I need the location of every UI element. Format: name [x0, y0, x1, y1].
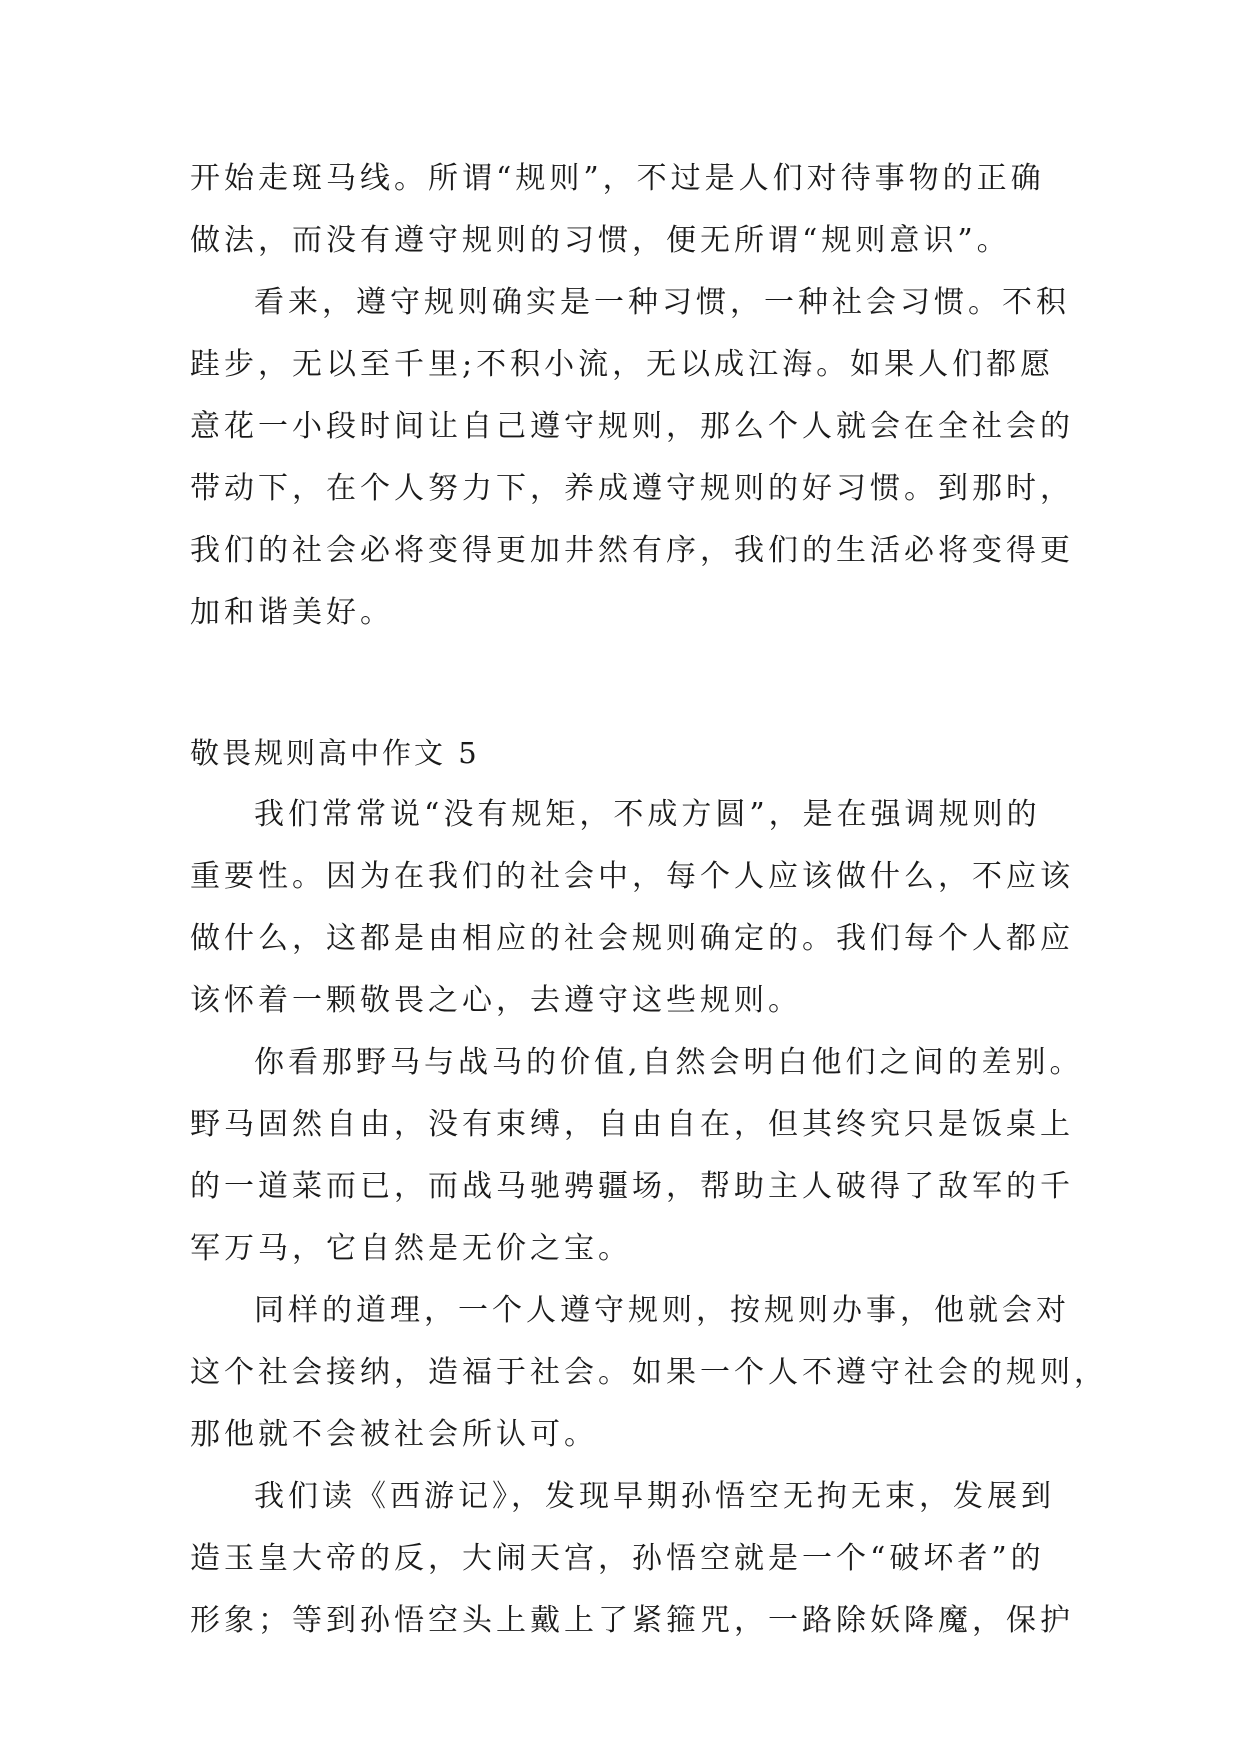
text-line: 加和谐美好。	[190, 595, 394, 630]
text-line: 看来，遵守规则确实是一种习惯，一种社会习惯。不积	[254, 285, 1070, 320]
text-line: 带动下，在个人努力下，养成遵守规则的好习惯。到那时，	[190, 471, 1074, 506]
text-line: 重要性。因为在我们的社会中，每个人应该做什么，不应该	[190, 859, 1074, 894]
text-line: 你看那野马与战马的价值,自然会明白他们之间的差别。	[254, 1045, 1084, 1080]
text-line: 做法，而没有遵守规则的习惯，便无所谓“规则意识”。	[190, 223, 1011, 258]
text-line: 这个社会接纳，造福于社会。如果一个人不遵守社会的规则，	[190, 1355, 1108, 1390]
text-line: 跬步，无以至千里;不积小流，无以成江海。如果人们都愿	[190, 347, 1055, 382]
section-gap	[190, 644, 1050, 722]
text-line: 军万马，它自然是无价之宝。	[190, 1231, 632, 1266]
paragraph-journey-west	[190, 1466, 1074, 1652]
paragraph-habit	[190, 272, 1074, 644]
text-line: 的一道菜而已，而战马驰骋疆场，帮助主人破得了敌军的千	[190, 1169, 1074, 1204]
paragraph-horses	[190, 1032, 1084, 1280]
text-line: 我们的社会必将变得更加井然有序，我们的生活必将变得更	[190, 533, 1074, 568]
text-line: 那他就不会被社会所认可。	[190, 1417, 598, 1452]
paragraph-same-reason	[190, 1280, 1108, 1466]
text-line: 同样的道理，一个人遵守规则，按规则办事，他就会对	[254, 1293, 1070, 1328]
text-line: 意花一小段时间让自己遵守规则，那么个人就会在全社会的	[190, 409, 1074, 444]
text-line: 该怀着一颗敬畏之心，去遵守这些规则。	[190, 983, 802, 1018]
document-page	[190, 148, 1108, 1652]
paragraph-rules-importance	[190, 784, 1074, 1032]
text-line: 我们常常说“没有规矩，不成方圆”，是在强调规则的	[254, 797, 1041, 832]
text-line: 我们读《西游记》，发现早期孙悟空无拘无束，发展到	[254, 1479, 1055, 1514]
essay-title: 敬畏规则高中作文 5	[190, 736, 480, 770]
text-line: 野马固然自由，没有束缚，自由自在，但其终究只是饭桌上	[190, 1107, 1074, 1142]
paragraph-continuation	[190, 148, 1050, 272]
text-line: 造玉皇大帝的反，大闹天宫，孙悟空就是一个“破坏者”的	[190, 1541, 1045, 1576]
text-line: 形象；等到孙悟空头上戴上了紧箍咒，一路除妖降魔，保护	[190, 1603, 1074, 1638]
text-line: 做什么，这都是由相应的社会规则确定的。我们每个人都应	[190, 921, 1074, 956]
text-line: 开始走斑马线。所谓“规则”，不过是人们对待事物的正确	[190, 161, 1045, 196]
